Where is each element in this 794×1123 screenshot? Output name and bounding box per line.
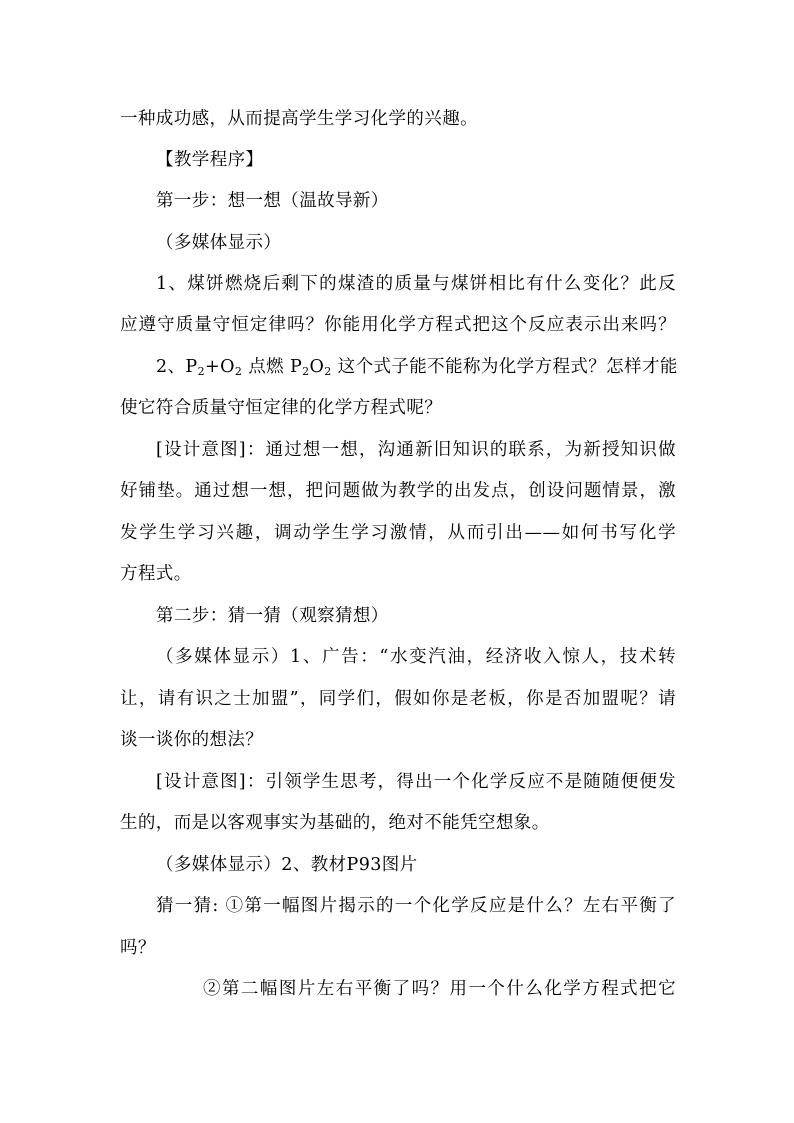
q2-sub-4: 2 bbox=[324, 365, 332, 378]
q2-part-e: 这个式子能不能称为化学方程式？怎样才能 bbox=[331, 357, 678, 377]
q2-part-a: 2、P bbox=[156, 357, 198, 377]
q2-part-d: O bbox=[309, 357, 325, 377]
question-1-line-1: 1、煤饼燃烧后剩下的煤渣的质量与煤饼相比有什么变化？此反 bbox=[156, 274, 676, 294]
ad-question-line-3: 谈一谈你的想法？ bbox=[120, 730, 264, 750]
design-intent-2-line-2: 生的，而是以客观事实为基础的，绝对不能凭空想象。 bbox=[120, 813, 550, 833]
design-intent-1-line-3: 发学生学习兴趣，调动学生学习激情，从而引出——如何书写化学 bbox=[120, 523, 676, 543]
design-intent-1-line-2: 好铺垫。通过想一想，把问题做为教学的出发点，创设问题情景，激 bbox=[120, 481, 676, 501]
multimedia-note-1: （多媒体显示） bbox=[156, 233, 282, 253]
question-2-line-2: 使它符合质量守恒定律的化学方程式呢？ bbox=[120, 398, 443, 418]
ad-question-line-2: 让，请有识之士加盟”，同学们，假如你是老板，你是否加盟呢？请 bbox=[120, 689, 676, 709]
guess-question-1-line-1: 猜一猜: ①第一幅图片揭示的一个化学反应是什么？左右平衡了 bbox=[156, 896, 676, 916]
design-intent-2-line-1: [设计意图]：引领学生思考，得出一个化学反应不是随随便便发 bbox=[156, 772, 676, 792]
q2-sub-3: 2 bbox=[302, 365, 310, 378]
step-one-heading: 第一步：想一想（温故导新） bbox=[156, 191, 389, 211]
question-1-line-2: 应遵守质量守恒定律吗？你能用化学方程式把这个反应表示出来吗？ bbox=[120, 315, 676, 335]
multimedia-note-2: （多媒体显示）2、教材P93图片 bbox=[156, 855, 418, 875]
text-line-1: 一种成功感，从而提高学生学习化学的兴趣。 bbox=[120, 109, 478, 129]
q2-part-b: +O bbox=[205, 357, 235, 377]
question-2-line-1 bbox=[156, 355, 676, 379]
step-two-heading: 第二步：猜一猜（观察猜想） bbox=[156, 606, 389, 626]
section-heading-teaching-procedure: 【教学程序】 bbox=[156, 150, 264, 170]
q2-part-c: 点燃 P bbox=[242, 357, 303, 377]
q2-sub-2: 2 bbox=[234, 365, 243, 378]
design-intent-1-line-4: 方程式。 bbox=[120, 564, 192, 584]
guess-question-1-line-2: 吗？ bbox=[120, 938, 156, 958]
design-intent-1-line-1: [设计意图]：通过想一想，沟通新旧知识的联系，为新授知识做 bbox=[156, 440, 676, 460]
guess-question-2-line-1: ②第二幅图片左右平衡了吗？用一个什么化学方程式把它 bbox=[203, 979, 676, 999]
q2-sub-1: 2 bbox=[197, 365, 206, 378]
ad-question-line-1: （多媒体显示）1、广告：“水变汽油，经济收入惊人，技术转 bbox=[156, 647, 676, 667]
